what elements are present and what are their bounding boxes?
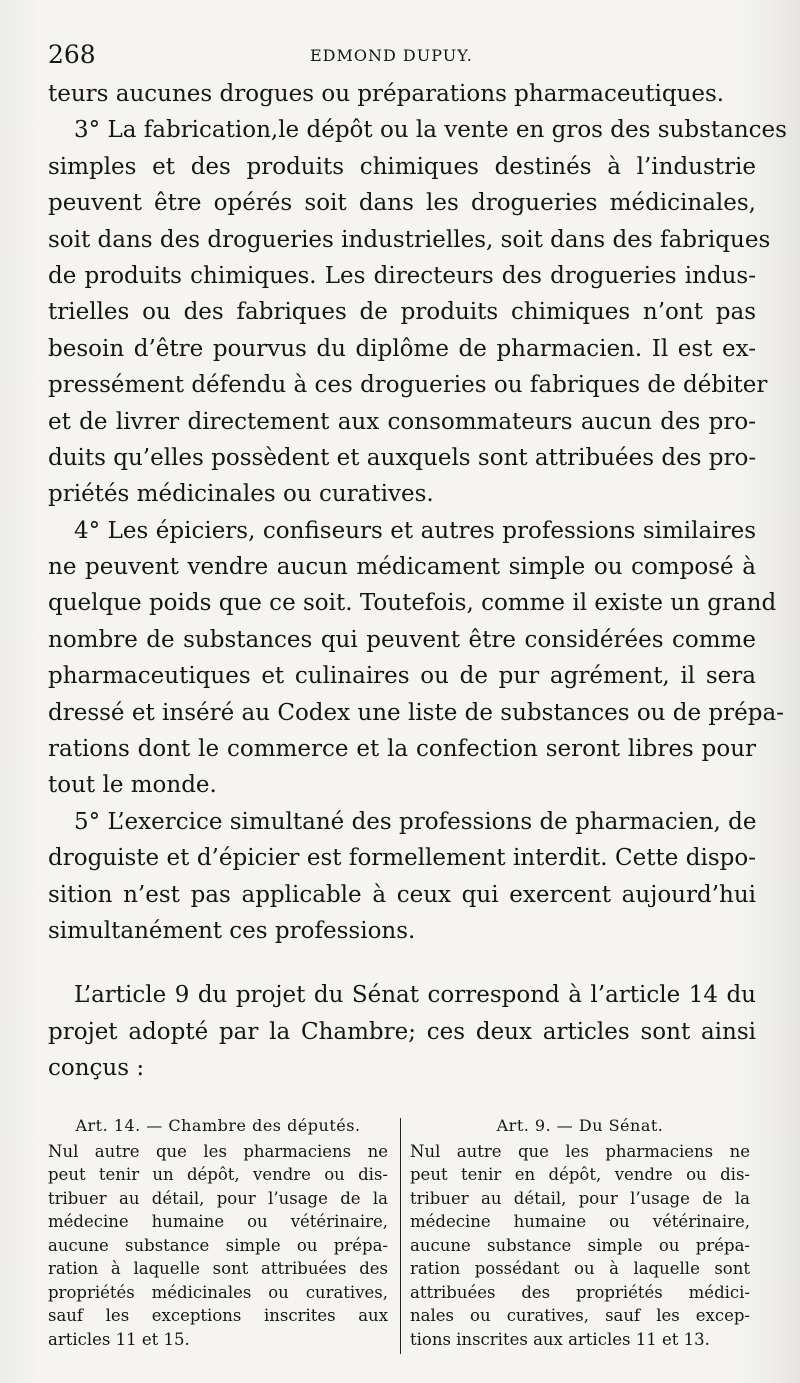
- column-line: tions inscrites aux articles 11 et 13.: [410, 1329, 710, 1349]
- column-line: tribuer au détail, pour l’usage de la: [410, 1188, 750, 1208]
- text-line: priétés médicinales ou curatives.: [48, 481, 434, 508]
- column-line: médecine humaine ou vétérinaire,: [48, 1212, 388, 1231]
- text-line: nombre de substances qui peuvent être considérées comme: [48, 626, 756, 653]
- text-line: soit dans des drogueries industrielles, soit dans des fabriques: [48, 226, 771, 253]
- text-line: de produits chimiques. Les directeurs des drogueries indus-: [48, 262, 756, 289]
- column-line: propriétés médicinales ou curatives,: [48, 1282, 388, 1302]
- column-line: peut tenir en dépôt, vendre ou dis-: [410, 1165, 750, 1184]
- text-line: droguiste et d’épicier est formellement interdit. Cette dispo-: [48, 845, 756, 872]
- text-line: projet adopté par la Chambre; ces deux articles sont ainsi: [48, 1018, 756, 1045]
- text-line: quelque poids que ce soit. Toutefois, comme il existe un grand: [48, 590, 777, 617]
- text-line: trielles ou des fabriques de produits chimiques n’ont pas: [48, 299, 756, 326]
- body-text: [48, 76, 787, 1087]
- text-line: 4° Les épiciers, confiseurs et autres professions similaires: [74, 517, 756, 544]
- column-line: nales ou curatives, sauf les excep-: [410, 1306, 750, 1325]
- text-line: teurs aucunes drogues ou préparations pharmaceutiques.: [48, 81, 725, 107]
- page-number: 268: [48, 40, 96, 69]
- column-line: Nul autre que les pharmaciens ne: [48, 1141, 388, 1161]
- column-line: aucune substance simple ou prépa-: [48, 1235, 388, 1255]
- text-line: pharmaceutiques et culinaires ou de pur agrément, il sera: [48, 663, 756, 690]
- text-line: 5° L’exercice simultané des professions de pharmacien, de: [74, 808, 757, 835]
- text-line: 3° La fabrication,le dépôt ou la vente en gros des substances: [74, 117, 787, 144]
- text-line: besoin d’être pourvus du diplôme de pharmacien. Il est ex-: [48, 335, 756, 362]
- text-line: simples et des produits chimiques destinés à l’industrie: [48, 153, 756, 180]
- text-line: pressément défendu à ces drogueries ou fabriques de débiter: [48, 372, 768, 399]
- page-header: [48, 38, 760, 70]
- comparison-columns: [48, 1114, 758, 1364]
- column-line: peut tenir un dépôt, vendre ou dis-: [48, 1165, 388, 1184]
- column-line: ration à laquelle sont attribuées des: [48, 1259, 388, 1278]
- column-heading: Art. 14. — Chambre des députés.: [75, 1116, 361, 1135]
- text-line: dressé et inséré au Codex une liste de substances ou de prépa-: [48, 699, 784, 726]
- column-line: tribuer au détail, pour l’usage de la: [48, 1188, 388, 1208]
- column-divider: [400, 1118, 401, 1354]
- column-heading: Art. 9. — Du Sénat.: [496, 1116, 664, 1135]
- column-senat: [410, 1114, 750, 1351]
- text-line: et de livrer directement aux consommateurs aucun des pro-: [48, 408, 756, 435]
- text-line: sition n’est pas applicable à ceux qui exercent aujourd’hui: [48, 881, 756, 908]
- column-line: médecine humaine ou vétérinaire,: [410, 1212, 750, 1231]
- text-line: rations dont le commerce et la confection seront libres pour: [48, 736, 756, 763]
- text-line: duits qu’elles possèdent et auxquels sont attribuées des pro-: [48, 444, 757, 471]
- column-line: aucune substance simple ou prépa-: [410, 1235, 750, 1255]
- column-line: ration possédant ou à laquelle sont: [410, 1259, 750, 1278]
- running-head: EDMOND DUPUY.: [310, 46, 473, 65]
- text-line: peuvent être opérés soit dans les drogueries médicinales,: [48, 190, 756, 217]
- column-line: sauf les exceptions inscrites aux: [48, 1306, 388, 1325]
- text-line: ne peuvent vendre aucun médicament simple ou composé à: [48, 554, 756, 581]
- column-line: attribuées des propriétés médici-: [410, 1282, 750, 1302]
- text-line: simultanément ces professions.: [48, 917, 416, 944]
- column-line: Nul autre que les pharmaciens ne: [410, 1141, 750, 1161]
- text-line: tout le monde.: [48, 772, 217, 799]
- column-chambre: [48, 1114, 388, 1351]
- text-line: conçus :: [48, 1055, 145, 1082]
- text-line: L’article 9 du projet du Sénat correspond à l’article 14 du: [74, 982, 756, 1009]
- column-line: articles 11 et 15.: [48, 1329, 190, 1349]
